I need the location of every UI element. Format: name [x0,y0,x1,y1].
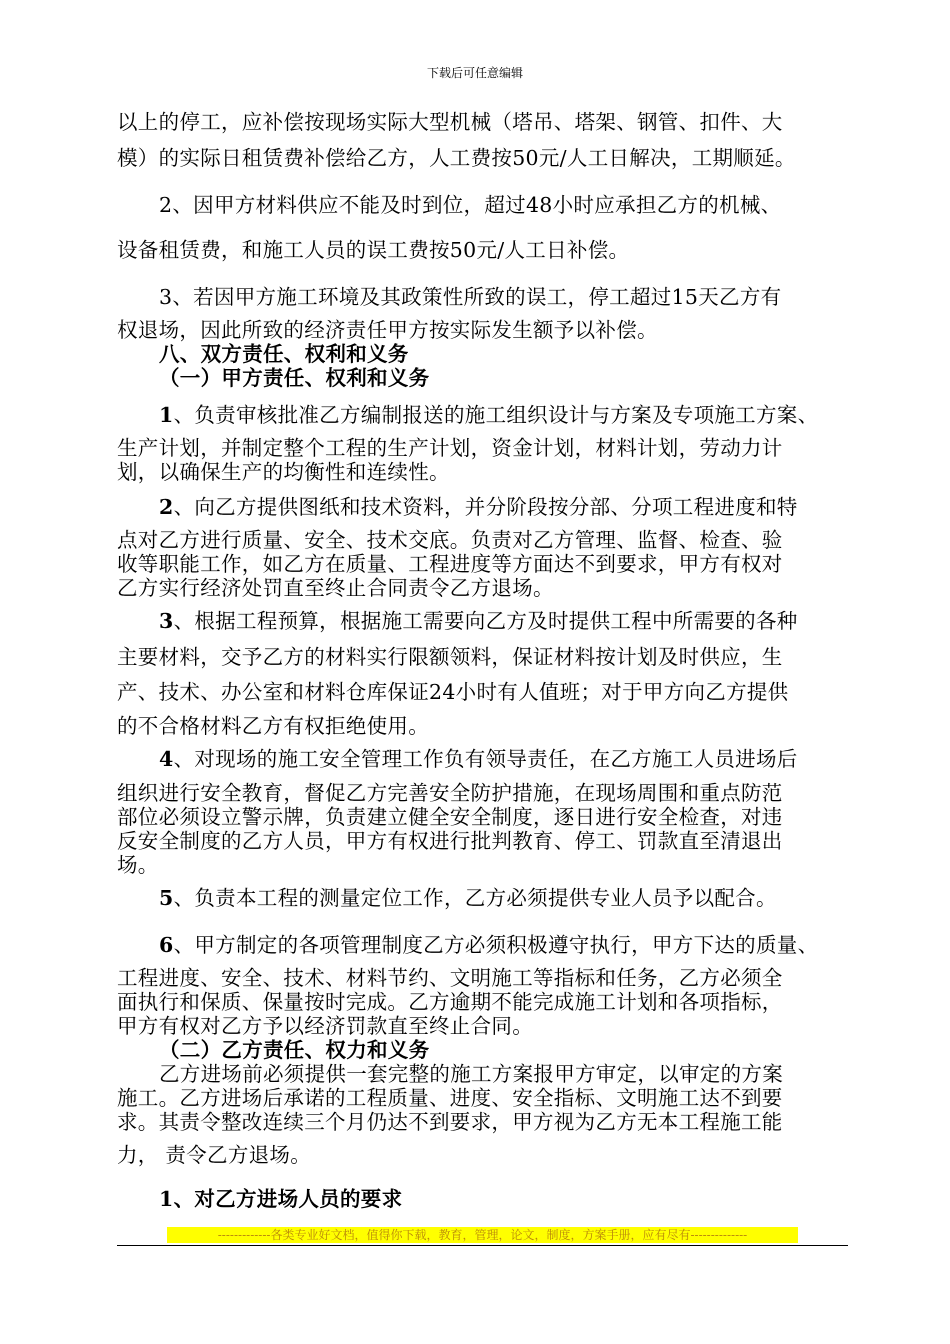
body-line: 2、因甲方材料供应不能及时到位，超过48小时应承担乙方的机械、 [159,193,782,217]
body-line: 划，以确保生产的均衡性和连续性。 [117,460,450,484]
item-number: 4 [159,747,174,771]
list-item [159,495,798,519]
body-line: 甲方有权对乙方予以经济罚款直至终止合同。 [117,1014,533,1038]
body-line: 、甲方制定的各项管理制度乙方必须积极遵守执行，甲方下达的质量、 [173,933,819,957]
footer-rule [117,1245,848,1246]
body-line: 模）的实际日租赁费补偿给乙方，人工费按50元/人工日解决，工期顺延。 [117,146,796,170]
body-line: 收等职能工作，如乙方在质量、工程进度等方面达不到要求，甲方有权对 [117,552,783,576]
body-line: 、对现场的施工安全管理工作负有领导责任，在乙方施工人员进场后 [173,747,798,771]
body-line: 乙方进场前必须提供一套完整的施工方案报甲方审定，以审定的方案 [159,1062,783,1086]
body-line: 工程进度、安全、技术、材料节约、文明施工等指标和任务，乙方必须全 [117,966,783,990]
body-line: 点对乙方进行质量、安全、技术交底。负责对乙方管理、监督、检查、验 [117,528,783,552]
item-number: 3 [159,609,174,633]
body-line: 组织进行安全教育，督促乙方完善安全防护措施，在现场周围和重点防范 [117,781,783,805]
body-line: 反安全制度的乙方人员，甲方有权进行批判教育、停工、罚款直至清退出 [117,829,783,853]
subsection-heading: （一）甲方责任、权利和义务 [159,366,430,390]
item-number: 5 [159,886,174,910]
body-line: 设备租赁费，和施工人员的误工费按50元/人工日补偿。 [117,238,630,262]
body-line: 求。其责令整改连续三个月仍达不到要求，甲方视为乙方无本工程施工能 [117,1110,783,1134]
list-item [159,747,798,771]
body-line: 、向乙方提供图纸和技术资料，并分阶段按分部、分项工程进度和特 [173,495,798,519]
page-header: 下载后可任意编辑 [426,66,523,80]
section-heading: 八、双方责任、权利和义务 [159,342,409,366]
body-line: 力， 责令乙方退场。 [117,1143,312,1167]
body-line: 场。 [117,853,159,877]
body-line: 产、技术、办公室和材料仓库保证24小时有人值班；对于甲方向乙方提供 [117,680,789,704]
body-line: 乙方实行经济处罚直至终止合同责令乙方退场。 [117,576,554,600]
body-line: 的不合格材料乙方有权拒绝使用。 [117,714,429,738]
item-number: 1 [159,403,174,427]
body-line: 生产计划，并制定整个工程的生产计划，资金计划，材料计划，劳动力计 [117,436,783,460]
item-heading: 1、对乙方进场人员的要求 [159,1187,403,1211]
body-line: 、负责审核批准乙方编制报送的施工组织设计与方案及专项施工方案、 [173,403,819,427]
list-item [159,933,818,957]
list-item [159,403,818,427]
body-line: 部位必须设立警示牌，负责建立健全安全制度，逐日进行安全检查，对违 [117,805,783,829]
body-line: 权退场，因此所致的经济责任甲方按实际发生额予以补偿。 [117,318,658,342]
body-line: 面执行和保质、保量按时完成。乙方逾期不能完成施工计划和各项指标， [117,990,783,1014]
body-line: 以上的停工，应补偿按现场实际大型机械（塔吊、塔架、钢管、扣件、大 [117,110,783,134]
list-item [159,609,798,633]
body-line: 、根据工程预算，根据施工需要向乙方及时提供工程中所需要的各种 [173,609,798,633]
body-line: 、负责本工程的测量定位工作，乙方必须提供专业人员予以配合。 [173,886,777,910]
item-number: 6 [159,933,174,957]
item-number: 2 [159,495,174,519]
body-line: 主要材料，交予乙方的材料实行限额领料，保证材料按计划及时供应，生 [117,645,783,669]
body-line: 3、若因甲方施工环境及其政策性所致的误工，停工超过15天乙方有 [159,285,782,309]
list-item [159,886,777,910]
footer-banner: -------------各类专业好文档，值得你下载，教育，管理，论文，制度，方案手册，应有尽有-------------- [167,1227,798,1243]
subsection-heading: （二）乙方责任、权力和义务 [159,1038,430,1062]
body-line: 施工。乙方进场后承诺的工程质量、进度、安全指标、文明施工达不到要 [117,1086,783,1110]
